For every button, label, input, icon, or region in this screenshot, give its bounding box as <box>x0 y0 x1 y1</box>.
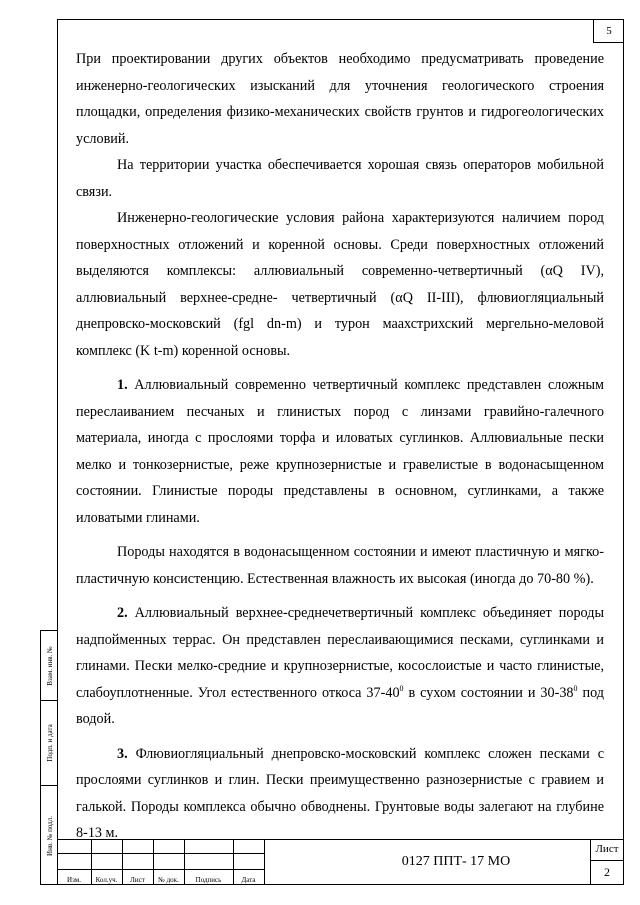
degree-superscript-1: 0 <box>399 683 404 693</box>
col-label-podpis: Подпись <box>195 876 222 884</box>
complex-3-number: 3. <box>117 745 128 762</box>
stamp-cell-podp-data <box>41 701 58 786</box>
complex-2-number: 2. <box>117 605 128 621</box>
complex-1-text: Аллювиальный современно четвертичный комплекс представлен сложным переслаиванием песчаных и глинистых пород с линзами гравийно-галечного материала, иногда с прослоями торфа и иловатых суглинков. Аллювиальные пески мелко и тонкозернистые, реже крупнозернистые и гравелистые в водонасыщенном состоянии. Глинистые породы представлены в основном, суглинками, а также иловатыми глинами. <box>76 377 604 526</box>
paragraph-complex-1-note: Породы находятся в водонасыщенном состоянии и имеют пластичную и мягко-пластичную консистенцию. Естественная влажность их высокая (иногда до 70-80 %). <box>76 544 604 587</box>
paragraph-complex-2 <box>76 600 604 733</box>
paragraph-geology-overview: Инженерно-геологические условия района характеризуются наличием пород поверхностных отложений и коренной основы. Среди поверхностных отложений выделяются комплексы: аллювиальный современно-четвертичный (αQ IV), аллювиальный верхнее-средне- четвертичный (αQ II-III), флювиогляциальный днепровско-московский (fgl dn-m) и турон маахстрихский мергельно-меловой комплекс (K t-m) коренной основы. <box>76 210 604 359</box>
degree-superscript-2: 0 <box>573 683 578 693</box>
paragraph-design-survey: При проектировании других объектов необходимо предусматривать проведение инженерно-геологических изысканий для уточнения геологического строения площадки, определения физико-механических свойств грунтов и гидрогеологических условий. <box>76 51 604 147</box>
document-body <box>76 46 604 847</box>
sheet-number: 2 <box>604 865 610 879</box>
complex-2-text-before: Аллювиальный верхнее-среднечетвертичный комплекс объединяет породы надпойменных террас. Он представлен переслаивающимися песками, суглинками и глинами. Пески мелко-средние и крупнозернистые, косослоистые и часто глинистые, слабоуплотненные. Угол естественного откоса 37-40 <box>76 605 604 701</box>
complex-3-text: Флювиогляциальный днепровско-московский комплекс сложен песками с прослоями суглинков и глин. Пески преимущественно разнозернистые с гравием и галькой. Породы комплекса обычно обводнены. Грунтовые воды залегают на глубине 8-13 м. <box>76 745 604 841</box>
paragraph-mobile-coverage: На территории участка обеспечивается хорошая связь операторов мобильной связи. <box>76 157 604 200</box>
page-number-box <box>593 19 624 43</box>
stamp-label-vzam-inv: Взам. инв. № <box>45 645 54 686</box>
title-block-top-line <box>57 839 624 840</box>
stamp-cell-vzam-inv <box>41 631 58 701</box>
col-label-izm: Изм. <box>67 876 81 884</box>
stamp-cell-inv-podl <box>41 786 58 885</box>
paragraph-complex-3 <box>76 741 604 847</box>
col-label-ndok: № док. <box>158 876 179 884</box>
page-number: 5 <box>606 25 612 37</box>
col-label-list: Лист <box>130 876 145 884</box>
complex-2-text-after: под водой. <box>76 684 604 727</box>
title-block <box>57 839 624 885</box>
title-col-divider-6 <box>264 839 265 885</box>
stamp-label-inv-podl: Инв. № подл. <box>45 815 54 856</box>
complex-2-text-middle: в сухом состоянии и 30-38 <box>403 684 574 701</box>
stamp-label-podp-data: Подп. и дата <box>45 724 54 762</box>
stamp-strip <box>40 630 57 885</box>
paragraph-complex-1 <box>76 372 604 531</box>
sheet-cell-divider <box>590 860 624 861</box>
sheet-label: Лист <box>595 843 619 855</box>
col-label-data: Дата <box>241 876 256 884</box>
col-label-koluch: Кол.уч. <box>95 876 118 884</box>
document-code: 0127 ППТ- 17 МО <box>401 854 511 869</box>
complex-1-number: 1. <box>117 377 128 393</box>
